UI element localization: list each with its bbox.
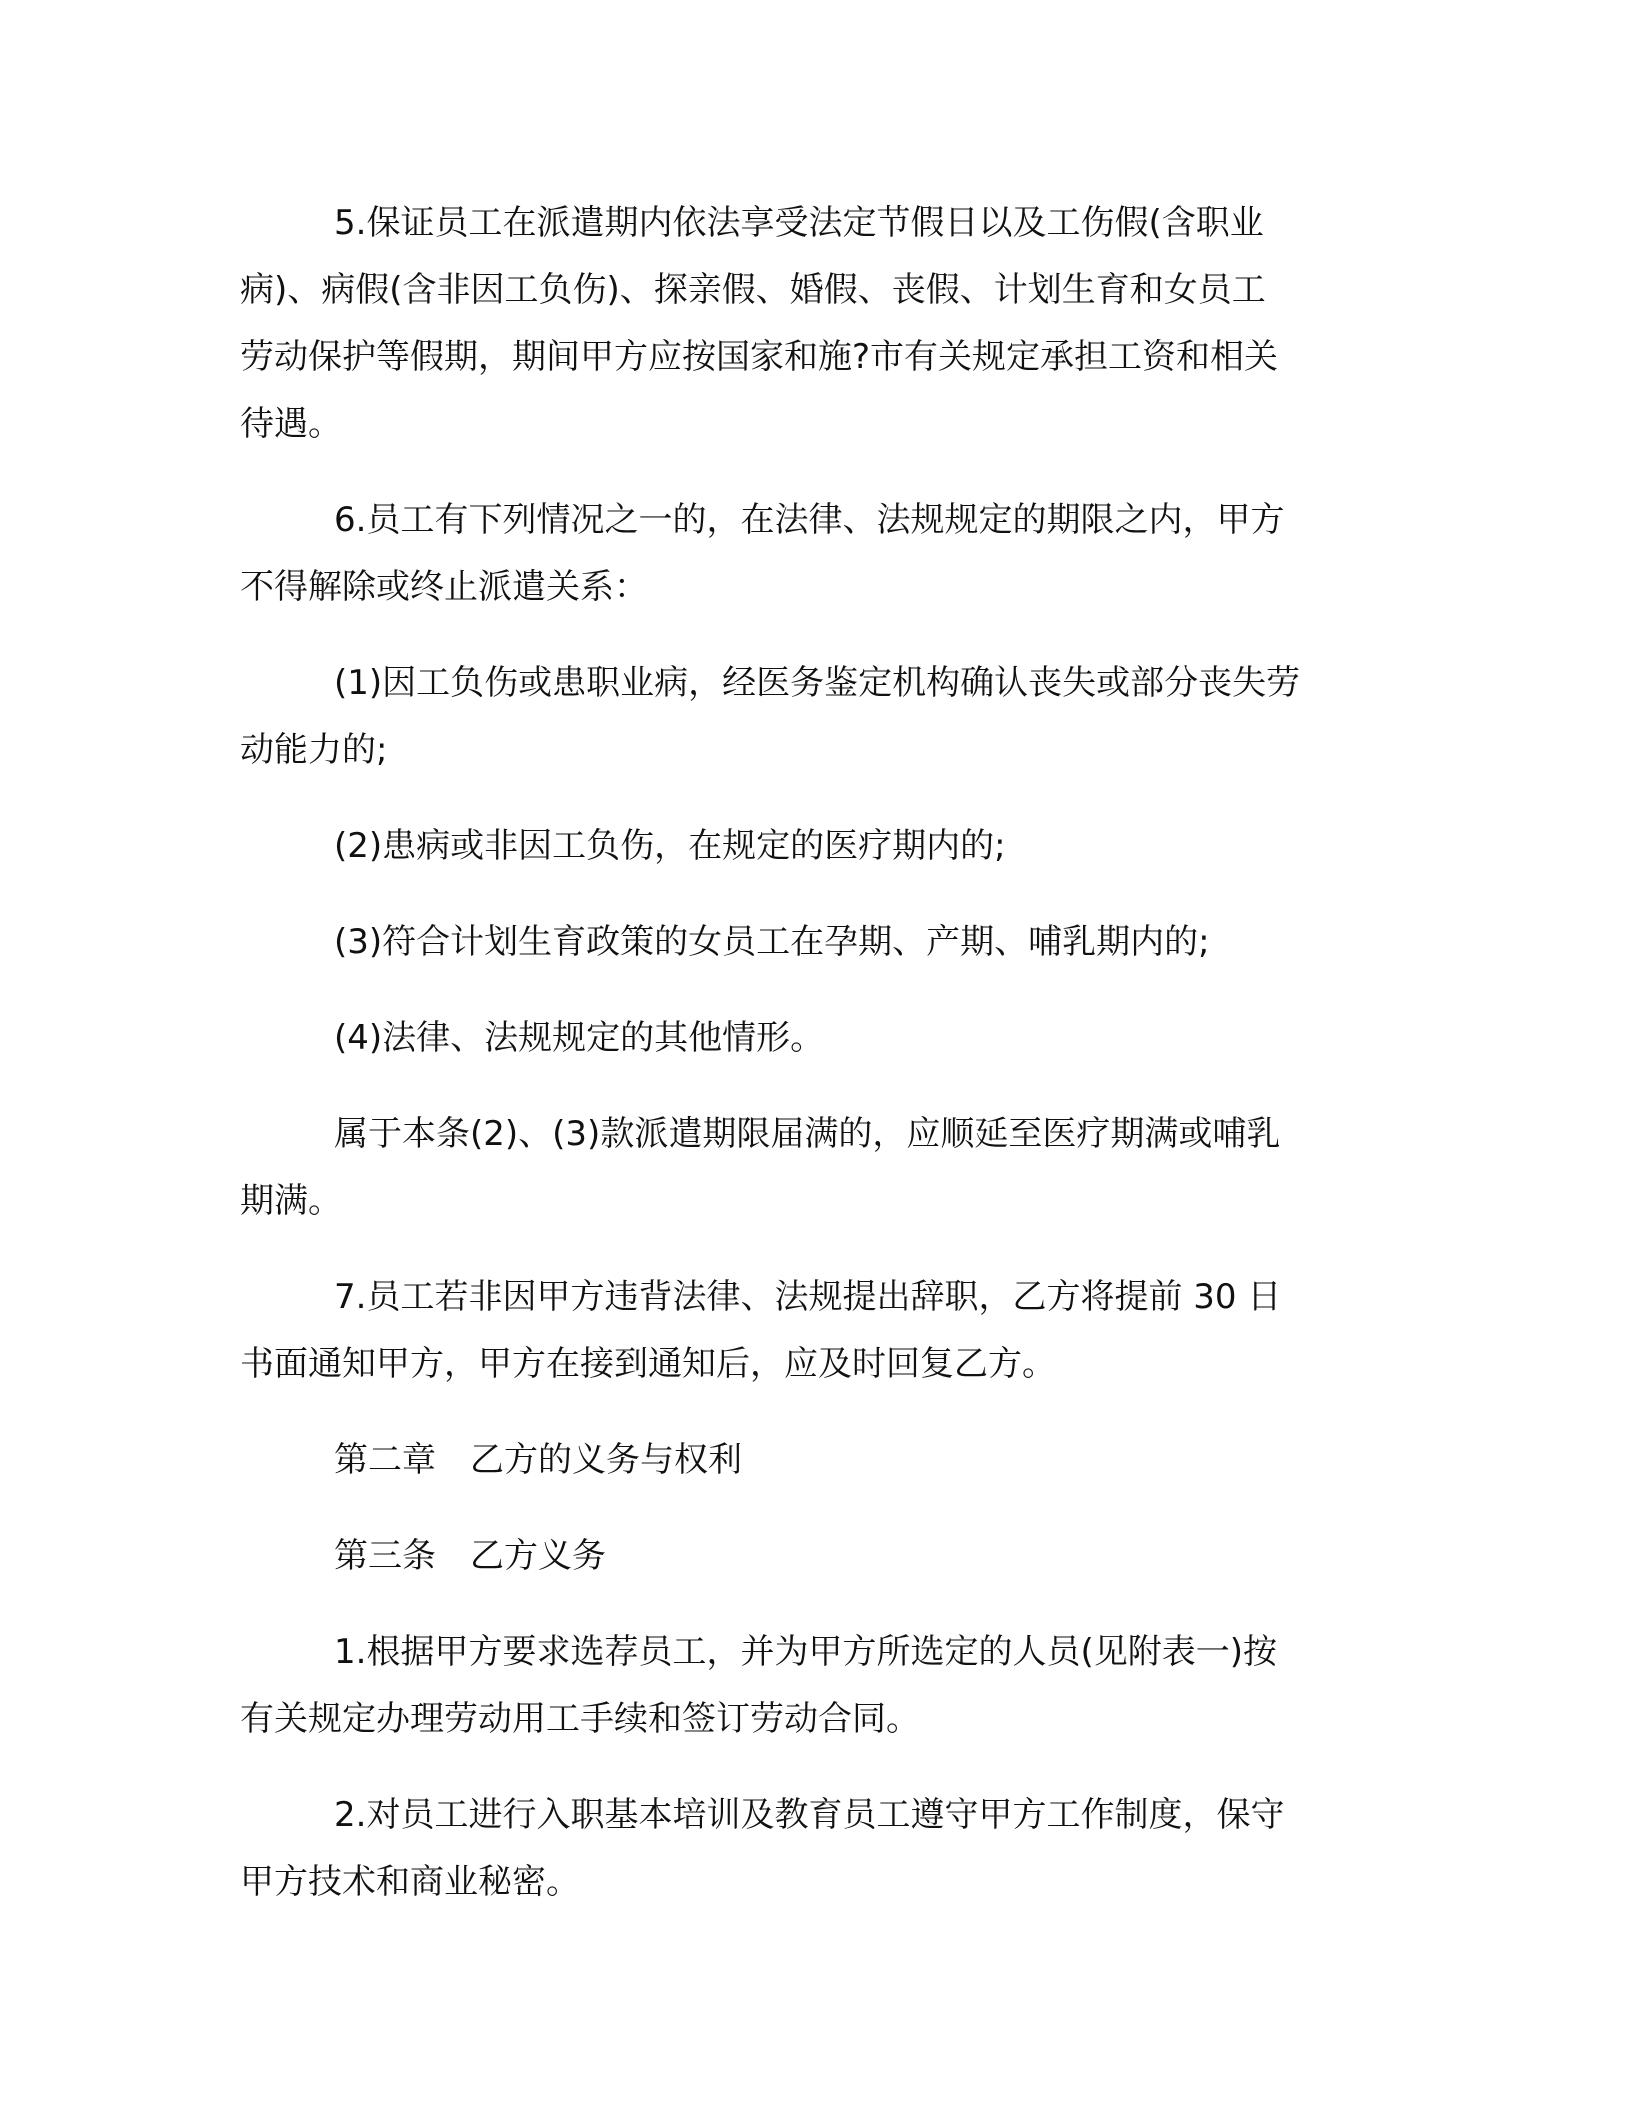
paragraph-clause-5: [240, 190, 1386, 458]
text-line: (4)法律、法规规定的其他情形。: [334, 1018, 825, 1058]
text-line: 不得解除或终止派遣关系：: [240, 567, 648, 607]
paragraph-duty-2: [240, 1782, 1386, 1916]
text-line: 甲方技术和商业秘密。: [240, 1862, 580, 1902]
text-line: 书面通知甲方，甲方在接到通知后，应及时回复乙方。: [240, 1344, 1056, 1384]
text-line: (1)因工负伤或患职业病，经医务鉴定机构确认丧失或部分丧失劳: [334, 663, 1301, 703]
text-line: 7.员工若非因甲方违背法律、法规提出辞职，乙方将提前 30 日: [334, 1277, 1282, 1317]
article-heading: [240, 1523, 1386, 1590]
text-line: 6.员工有下列情况之一的，在法律、法规规定的期限之内，甲方: [334, 500, 1285, 540]
paragraph-item-2: [240, 813, 1386, 880]
paragraph-duty-1: [240, 1619, 1386, 1753]
paragraph-item-3: [240, 909, 1386, 976]
paragraph-item-1: [240, 650, 1386, 784]
chapter-heading: [240, 1427, 1386, 1494]
text-line: 第二章 乙方的义务与权利: [334, 1440, 742, 1480]
text-line: 病)、病假(含非因工负伤)、探亲假、婚假、丧假、计划生育和女员工: [240, 270, 1266, 310]
text-line: 属于本条(2)、(3)款派遣期限届满的，应顺延至医疗期满或哺乳: [334, 1114, 1281, 1154]
text-line: 有关规定办理劳动用工手续和签订劳动合同。: [240, 1699, 920, 1739]
text-line: 1.根据甲方要求选荐员工，并为甲方所选定的人员(见附表一)按: [334, 1632, 1277, 1672]
text-line: (2)患病或非因工负伤，在规定的医疗期内的;: [334, 826, 1006, 866]
text-line: 第三条 乙方义务: [334, 1536, 606, 1576]
paragraph-clause-7: [240, 1264, 1386, 1398]
paragraph-clause-6: [240, 487, 1386, 621]
text-line: 2.对员工进行入职基本培训及教育员工遵守甲方工作制度，保守: [334, 1795, 1285, 1835]
text-line: (3)符合计划生育政策的女员工在孕期、产期、哺乳期内的;: [334, 922, 1210, 962]
text-line: 动能力的;: [240, 730, 388, 770]
text-line: 期满。: [240, 1181, 342, 1221]
paragraph-extension-note: [240, 1101, 1386, 1235]
text-line: 劳动保护等假期，期间甲方应按国家和施?市有关规定承担工资和相关: [240, 337, 1279, 377]
text-line: 待遇。: [240, 404, 342, 444]
document-body: [240, 190, 1386, 1945]
text-line: 5.保证员工在派遣期内依法享受法定节假日以及工伤假(含职业: [334, 203, 1264, 243]
paragraph-item-4: [240, 1005, 1386, 1072]
